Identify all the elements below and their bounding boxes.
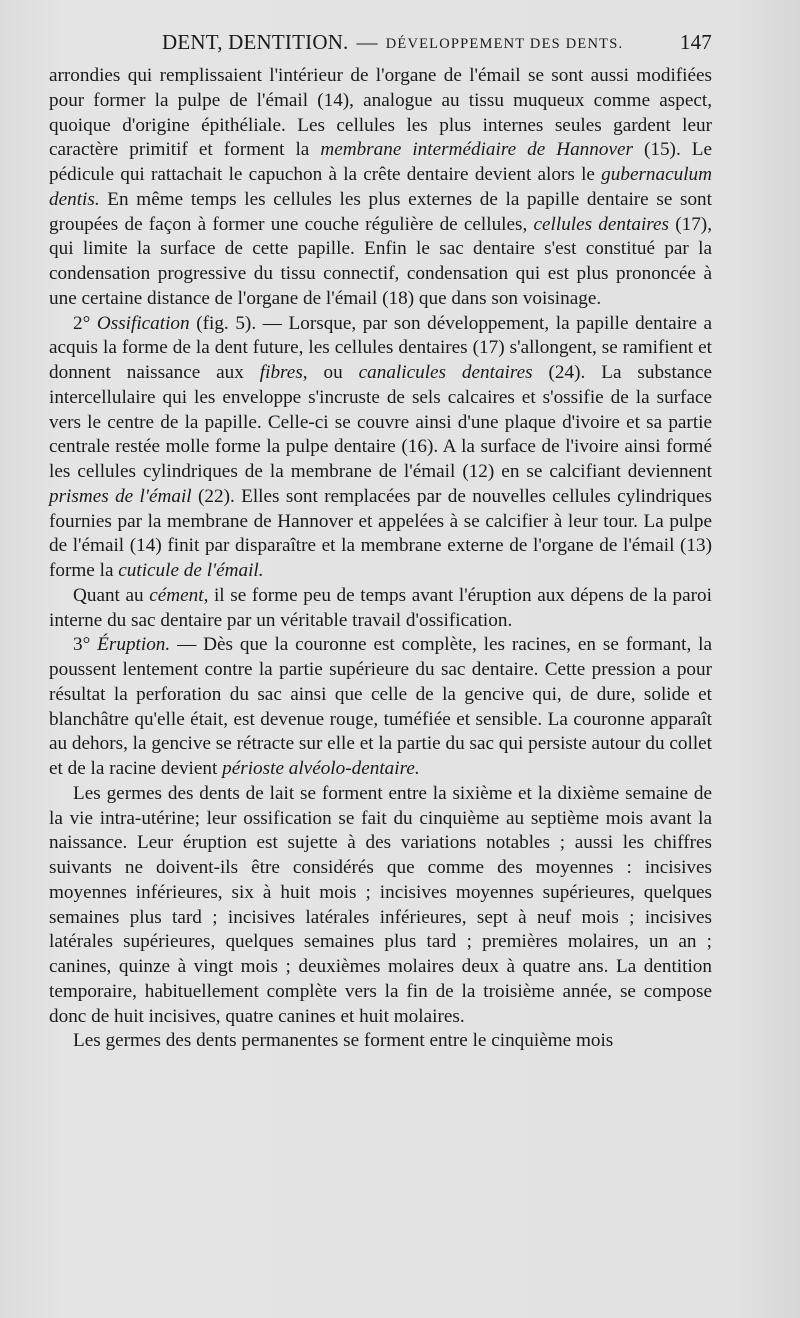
page-number: 147 bbox=[679, 30, 712, 54]
italic-text: cément bbox=[149, 584, 204, 606]
italic-text: périoste alvéolo-dentaire. bbox=[222, 758, 420, 779]
running-title bbox=[162, 30, 623, 55]
text-run: 3° bbox=[73, 634, 98, 656]
text-run: , il se forme peu de temps avant l'éruption aux dépens de la paroi interne du sac dentaire par un véritable travail d'ossification. bbox=[49, 584, 712, 631]
text-run: Quant au bbox=[73, 584, 150, 606]
text-run: Les germes des dents permanentes se forment entre le cinquième mois bbox=[73, 1030, 614, 1052]
italic-text: Éruption. bbox=[97, 634, 171, 656]
italic-text: prismes de l'émail bbox=[49, 485, 192, 507]
italic-text: fibres bbox=[259, 362, 303, 383]
running-head bbox=[50, 30, 712, 58]
text-run: (24). La substance intercellulaire qui les enveloppe s'incruste de sels calcaires et s'ossifie de la surface vers le centre de la papille. Celle-ci se couvre ainsi d'une plaque d'ivoire et sa partie centrale restée molle forme la pulpe dentaire (16). A la surface de l'ivoire ainsi formé les cellules cylindriques de la membrane de l'émail (12) en se calcifiant deviennent bbox=[49, 362, 712, 482]
paragraph bbox=[49, 1029, 712, 1054]
italic-text: cellules dentaires bbox=[533, 213, 670, 235]
running-title-sub: DÉVELOPPEMENT DES DENTS. bbox=[385, 36, 624, 52]
text-run: (17), qui limite la surface de cette papille. Enfin le sac dentaire s'est constitué par la condensation progressive du tissu connectif, condensation qui est plus prononcée à une certaine distance de l'organe de l'émail (18) que dans son voisinage. bbox=[49, 213, 712, 309]
running-title-main: DENT, DENTITION. bbox=[162, 30, 349, 54]
paragraph bbox=[49, 312, 712, 584]
text-run: , ou bbox=[302, 362, 359, 383]
paragraph bbox=[49, 633, 712, 782]
italic-text: canalicules dentaires bbox=[358, 362, 533, 383]
text-run: (15). Le pédicule qui rattachait le capuchon à la crête dentaire devient alors le bbox=[49, 139, 712, 185]
paragraph bbox=[49, 584, 712, 634]
paragraph bbox=[49, 64, 712, 312]
body-text bbox=[49, 64, 712, 1054]
italic-text: gubernaculum dentis. bbox=[49, 164, 712, 210]
paragraph bbox=[49, 782, 712, 1030]
italic-text: membrane intermédiaire de Hannover bbox=[320, 139, 633, 161]
italic-text: Ossification bbox=[96, 312, 190, 334]
text-run: Les germes des dents de lait se forment entre la sixième et la dixième semaine de la vie intra-utérine; leur ossification se fait du cinquième au septième mois avant la naissance. Leur éruption est sujette à des variations notables ; aussi les chiffres suivants ne doivent-ils être considérés que comme des moyennes : incisives moyennes inférieures, six à huit mois ; incisives moyennes supérieures, quelques semaines plus tard ; incisives latérales inférieures, sept à neuf mois ; incisives latérales supérieures, quelques semaines plus tard ; premières molaires, un an ; canines, quinze à vingt mois ; deuxièmes molaires deux à quatre ans. La dentition temporaire, habituellement complète vers la fin de la troisième année, se compose donc de huit incisives, quatre canines et huit molaires. bbox=[49, 782, 712, 1027]
text-run: En même temps les cellules les plus externes de la papille dentaire se sont groupées de façon à former une couche régulière de cellules, bbox=[49, 188, 712, 235]
text-run: — Dès que la couronne est complète, les racines, en se formant, la poussent lentement contre la partie supérieure du sac dentaire. Cette pression a pour résultat la perforation du sac ainsi que celle de la gencive qui, de dure, solide et blanchâtre qu'elle était, est devenue rouge, tuméfiée et sensible. La couronne apparaît au dehors, la gencive se rétracte sur elle et la partie du sac qui persiste autour du collet et de la racine devient bbox=[49, 634, 712, 779]
text-run: (22). Elles sont remplacées par de nouvelles cellules cylindriques fournies par la membrane de Hannover et appelées à se calcifier à leur tour. La pulpe de l'émail (14) finit par disparaître et la membrane externe de l'organe de l'émail (13) forme la bbox=[49, 485, 712, 581]
text-run: arrondies qui remplissaient l'intérieur de l'organe de l'émail se sont aussi modifiées pour former la pulpe de l'émail (14), analogue au tissu muqueux comme aspect, quoique d'origine épithéliale. Les cellules les plus internes seules gardent leur caractère primitif et forment la bbox=[49, 65, 712, 161]
running-title-dash: — bbox=[356, 30, 378, 54]
text-run: 2° bbox=[73, 312, 97, 334]
italic-text: cuticule de l'émail. bbox=[118, 560, 264, 581]
text-run: (fig. 5). — Lorsque, par son développement, la papille dentaire a acquis la forme de la dent future, les cellules dentaires (17) s'allongent, se ramifient et donnent naissance aux bbox=[49, 312, 712, 383]
